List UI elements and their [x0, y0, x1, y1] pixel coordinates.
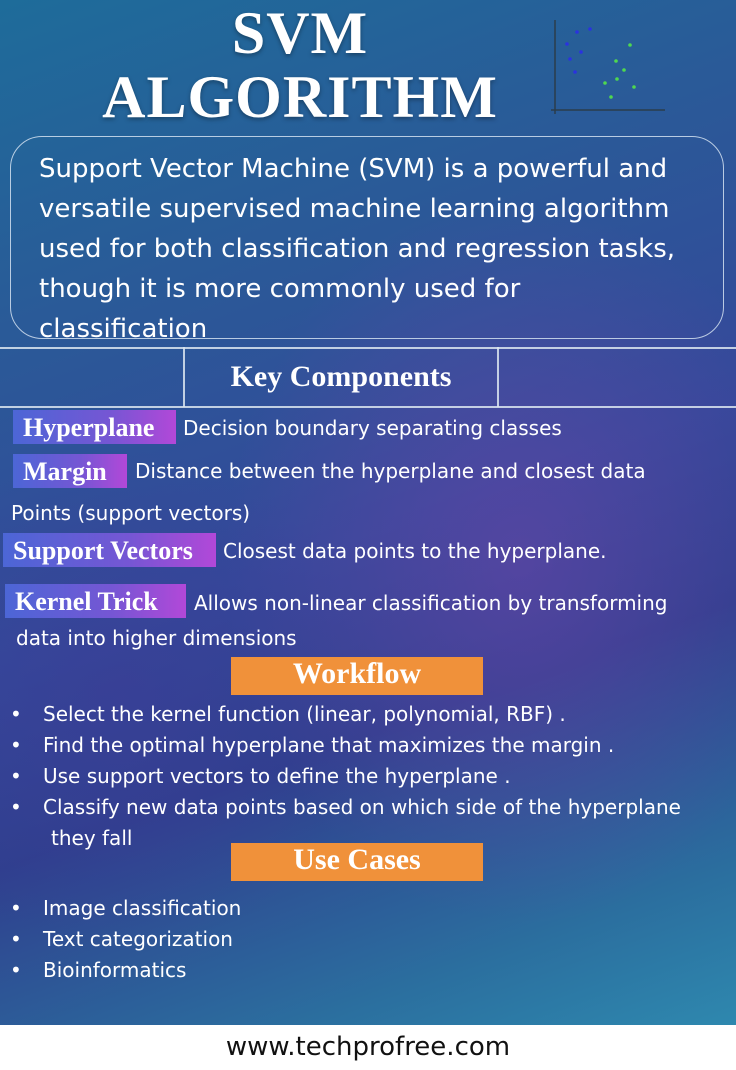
desc-kernel-trick-cont: data into higher dimensions: [16, 626, 297, 650]
scatter-class-b-points: [603, 43, 636, 99]
workflow-list: [10, 699, 681, 823]
divider-bottom: [0, 406, 736, 408]
footer-url[interactable]: www.techprofree.com: [225, 1032, 511, 1062]
workflow-item-cont: they fall: [51, 826, 133, 850]
intro-line: versatile supervised machine learning algorithm: [39, 194, 670, 224]
label-hyperplane: Hyperplane: [13, 410, 176, 444]
key-components-heading: Key Components: [230, 360, 452, 393]
workflow-heading: Workflow: [231, 657, 483, 695]
divider-top: [0, 347, 736, 349]
intro-line: classification: [39, 314, 208, 344]
scatter-plot-icon: [545, 18, 667, 118]
desc-support-vectors: Closest data points to the hyperplane.: [223, 539, 607, 563]
workflow-item: • Classify new data points based on which side of the hyperplane: [10, 792, 681, 823]
intro-box: [10, 136, 724, 344]
workflow-item: • Select the kernel function (linear, polynomial, RBF) .: [10, 699, 681, 730]
desc-margin: Distance between the hyperplane and closest data: [135, 459, 646, 483]
scatter-class-a-points: [565, 27, 592, 74]
label-support-vectors: Support Vectors: [3, 533, 216, 567]
title-line-1: SVM: [231, 0, 369, 66]
use-case-item: • Image classification: [10, 893, 241, 924]
use-cases-heading: Use Cases: [231, 843, 483, 881]
desc-margin-cont: Points (support vectors): [11, 501, 251, 525]
intro-line: Support Vector Machine (SVM) is a powerful and: [39, 154, 668, 184]
intro-line: though it is more commonly used for: [39, 274, 521, 304]
label-margin: Margin: [13, 454, 127, 488]
title-line-2: ALGORITHM: [102, 64, 498, 130]
workflow-item: • Use support vectors to define the hyperplane .: [10, 761, 681, 792]
workflow-item: • Find the optimal hyperplane that maximizes the margin .: [10, 730, 681, 761]
use-case-item: • Bioinformatics: [10, 955, 241, 986]
use-case-item: • Text categorization: [10, 924, 241, 955]
desc-hyperplane: Decision boundary separating classes: [183, 416, 562, 440]
label-kernel-trick: Kernel Trick: [5, 584, 186, 618]
footer-bar: [0, 1025, 736, 1070]
desc-kernel-trick: Allows non-linear classification by transforming: [194, 591, 668, 615]
intro-line: used for both classification and regression tasks,: [39, 234, 676, 264]
use-cases-list: [10, 893, 241, 986]
